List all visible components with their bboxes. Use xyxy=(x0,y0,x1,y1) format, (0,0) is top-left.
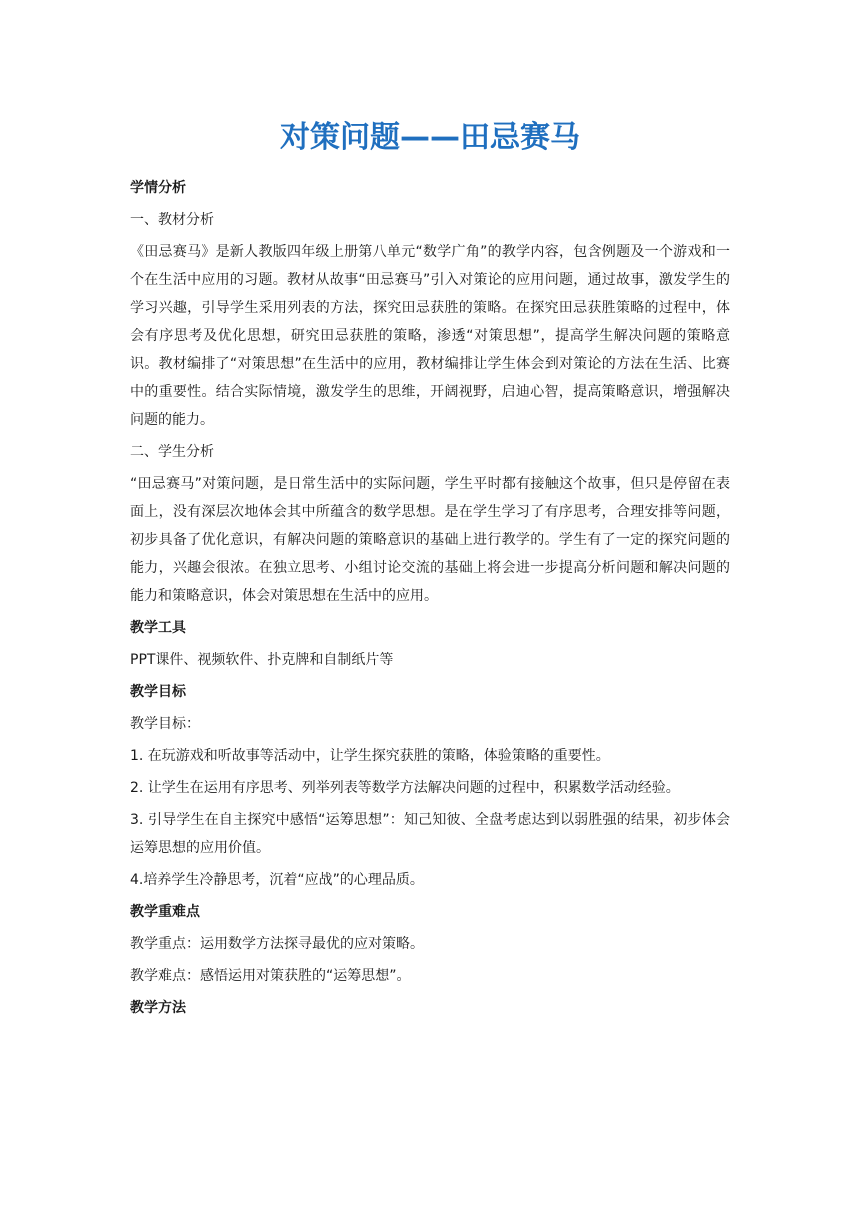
goal-item-4: 4.培养学生冷静思考，沉着“应战”的心理品质。 xyxy=(130,872,424,888)
goal-item-3: 3. 引导学生在自主探究中感悟“运筹思想”：知己知彼、全盘考虑达到以弱胜强的结果，初步体会运筹思想的应用价值。 xyxy=(130,812,730,856)
paragraph-student-analysis: “田忌赛马”对策问题，是日常生活中的实际问题，学生平时都有接触这个故事，但只是停留在表面上，没有深层次地体会其中所蕴含的数学思想。是在学生学习了有序思考，合理安排等问题，初步具备了优化意识，有解决问题的策略意识的基础上进行教学的。学生有了一定的探究问题的能力，兴趣会很浓。在独立思考、小组讨论交流的基础上将会进一步提高分析问题和解决问题的能力和策略意识，体会对策思想在生活中的应用。 xyxy=(130,476,730,604)
difficult-point-text: 教学难点：感悟运用对策获胜的“运筹思想”。 xyxy=(130,968,411,984)
section-heading-teaching-tools: 教学工具 xyxy=(130,620,186,636)
section-heading-key-difficult-points: 教学重难点 xyxy=(130,904,200,920)
goal-item-1: 1. 在玩游戏和听故事等活动中，让学生探究获胜的策略，体验策略的重要性。 xyxy=(130,748,610,764)
section-heading-learning-analysis: 学情分析 xyxy=(130,180,186,196)
teaching-tools-text: PPT课件、视频软件、扑克牌和自制纸片等 xyxy=(130,652,394,668)
subheading-textbook-analysis: 一、教材分析 xyxy=(130,212,214,228)
section-heading-teaching-goals: 教学目标 xyxy=(130,684,186,700)
subheading-student-analysis: 二、学生分析 xyxy=(130,444,214,460)
document-title: 对策问题——田忌赛马 xyxy=(280,120,580,155)
document-body xyxy=(130,178,730,1030)
key-point-text: 教学重点：运用数学方法探寻最优的应对策略。 xyxy=(130,936,424,952)
teaching-goals-label: 教学目标： xyxy=(130,716,200,732)
section-heading-teaching-methods: 教学方法 xyxy=(130,1000,186,1016)
goal-item-2: 2. 让学生在运用有序思考、列举列表等数学方法解决问题的过程中，积累数学活动经验。 xyxy=(130,780,680,796)
paragraph-textbook-analysis: 《田忌赛马》是新人教版四年级上册第八单元“数学广角”的教学内容，包含例题及一个游戏和一个在生活中应用的习题。教材从故事“田忌赛马”引入对策论的应用问题，通过故事，激发学生的学习兴趣，引导学生采用列表的方法，探究田忌获胜的策略。在探究田忌获胜策略的过程中，体会有序思考及优化思想，研究田忌获胜的策略，渗透“对策思想”，提高学生解决问题的策略意识。教材编排了“对策思想”在生活中的应用，教材编排让学生体会到对策论的方法在生活、比赛中的重要性。结合实际情境，激发学生的思维，开阔视野，启迪心智，提高策略意识，增强解决问题的能力。 xyxy=(130,244,730,428)
